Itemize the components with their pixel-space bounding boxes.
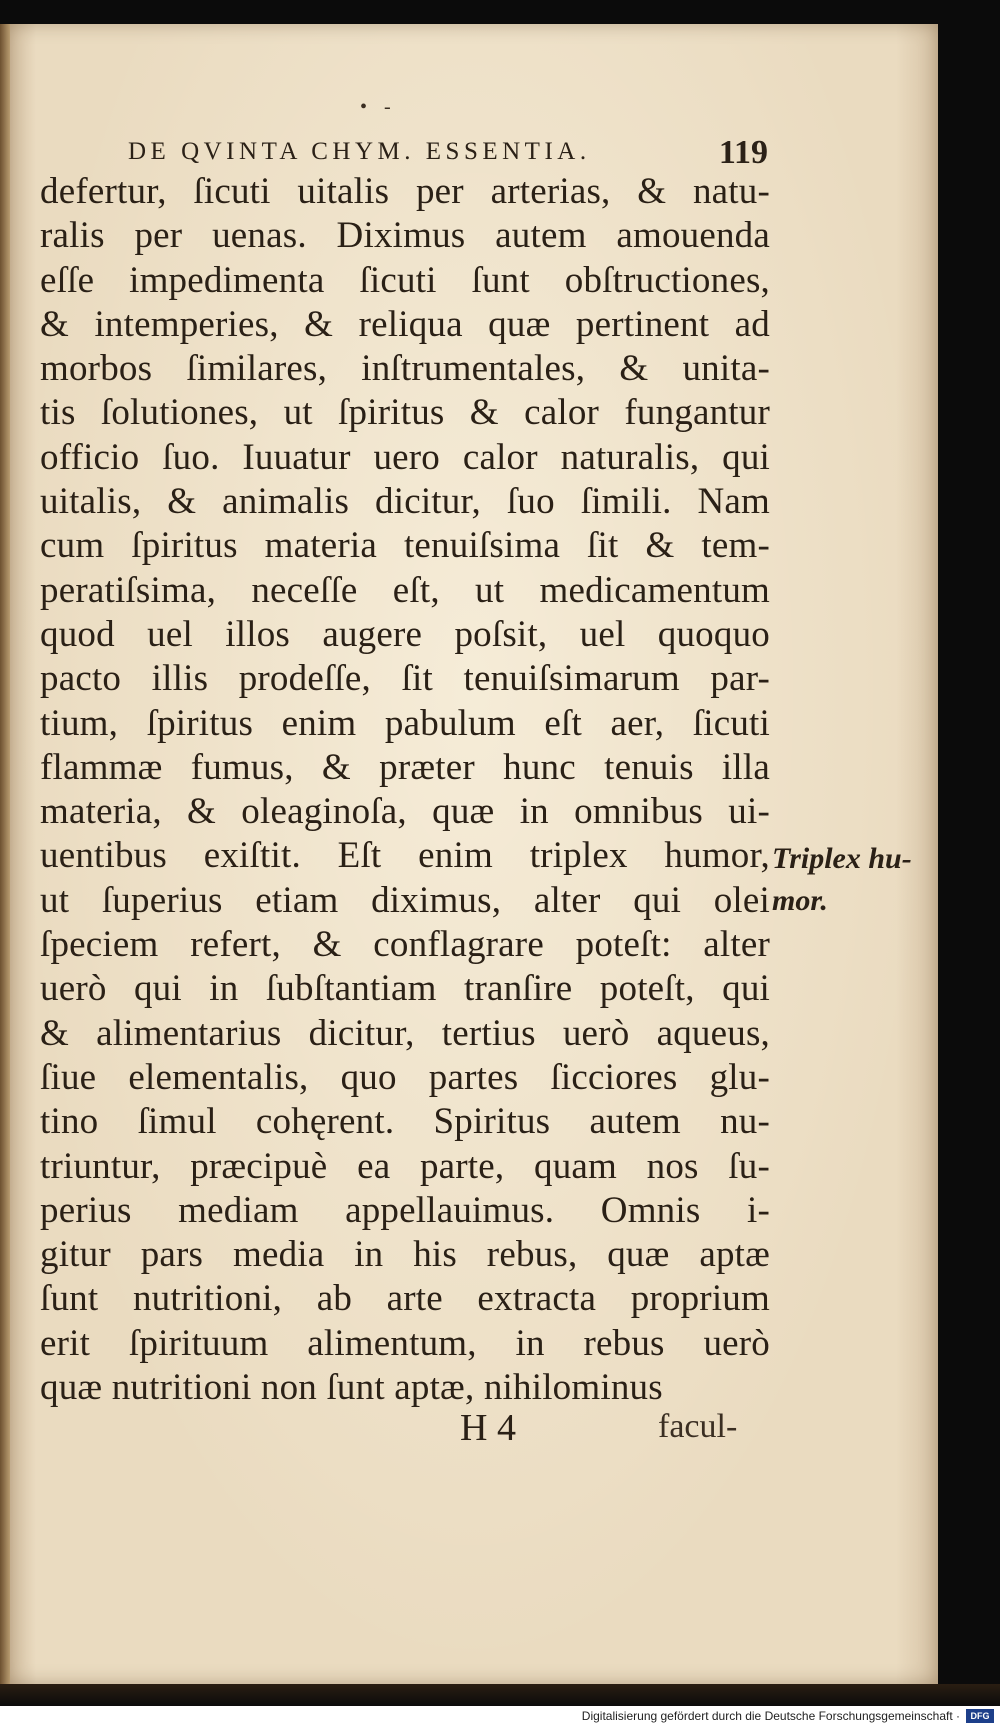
text-line: officio ſuo. Iuuatur uero calor naturalis, qui bbox=[40, 436, 770, 478]
catchword: facul- bbox=[658, 1408, 738, 1445]
text-line: uentibus exiſtit. Eſt enim triplex humor, bbox=[40, 835, 770, 877]
funding-credit: Digitalisierung gefördert durch die Deutsche Forschungsgemeinschaft · bbox=[581, 1709, 960, 1723]
text-line: ralis per uenas. Diximus autem amouenda bbox=[40, 215, 770, 257]
page-gutter bbox=[0, 24, 10, 1684]
text-line: tino ſimul cohęrent. Spiritus autem nu- bbox=[40, 1101, 770, 1143]
text-line: ut ſuperius etiam diximus, alter qui olei bbox=[40, 879, 770, 921]
text-line: uitalis, & animalis dicitur, ſuo ſimili. Nam bbox=[40, 481, 770, 523]
text-line: eſſe impedimenta ſicuti ſunt obſtructiones, bbox=[40, 259, 770, 301]
text-line: defertur, ſicuti uitalis per arterias, & natu- bbox=[40, 171, 770, 212]
text-line: quod uel illos augere poſsit, uel quoquo bbox=[40, 613, 770, 655]
text-line: ſunt nutritioni, ab arte extracta proprium bbox=[40, 1278, 770, 1320]
text-line: & intemperies, & reliqua quæ pertinent ad bbox=[40, 303, 770, 345]
body-text bbox=[40, 170, 770, 1410]
text-line: flammæ fumus, & præter hunc tenuis illa bbox=[40, 746, 770, 788]
dfg-logo: DFG bbox=[966, 1709, 994, 1723]
text-line: triuntur, præcipuè ea parte, quam nos ſu- bbox=[40, 1145, 770, 1187]
running-head: DE QVINTA CHYM. ESSENTIA. bbox=[128, 138, 591, 165]
signature-mark: H 4 bbox=[460, 1407, 516, 1449]
text-line: quæ nutritioni non ſunt aptæ, nihilominus bbox=[40, 1367, 663, 1409]
text-line: ſiue elementalis, quo partes ſicciores glu- bbox=[40, 1056, 770, 1098]
text-line: materia, & oleaginoſa, quæ in omnibus ui- bbox=[40, 791, 770, 833]
text-line: cum ſpiritus materia tenuiſsima ſit & tem- bbox=[40, 525, 770, 567]
marginal-note-line: mor. bbox=[772, 884, 828, 917]
text-line: uerò qui in ſubſtantiam tranſire poteſt, qui bbox=[40, 968, 770, 1010]
text-line: tis ſolutiones, ut ſpiritus & calor fungantur bbox=[40, 392, 770, 434]
text-line: peratiſsima, neceſſe eſt, ut medicamentum bbox=[40, 569, 770, 611]
text-line: perius mediam appellauimus. Omnis i- bbox=[40, 1189, 770, 1231]
text-line: ſpeciem refert, & conflagrare poteſt: alter bbox=[40, 924, 770, 966]
page-bottom-edge bbox=[0, 1684, 1000, 1706]
digitization-footer bbox=[0, 1706, 1000, 1727]
marginal-note-line: Triplex hu- bbox=[772, 842, 912, 875]
marginal-note bbox=[772, 838, 922, 922]
text-line: tium, ſpiritus enim pabulum eſt aer, ſicuti bbox=[40, 702, 770, 744]
text-line: morbos ſimilares, inſtrumentales, & unita- bbox=[40, 348, 770, 390]
text-line: pacto illis prodeſſe, ſit tenuiſsimarum par- bbox=[40, 658, 770, 700]
printer-marks: • - bbox=[360, 96, 397, 118]
text-line: erit ſpirituum alimentum, in rebus uerò bbox=[40, 1322, 770, 1364]
text-line: & alimentarius dicitur, tertius uerò aqueus, bbox=[40, 1012, 770, 1054]
page-number: 119 bbox=[718, 134, 768, 171]
text-line: gitur pars media in his rebus, quæ aptæ bbox=[40, 1234, 770, 1276]
